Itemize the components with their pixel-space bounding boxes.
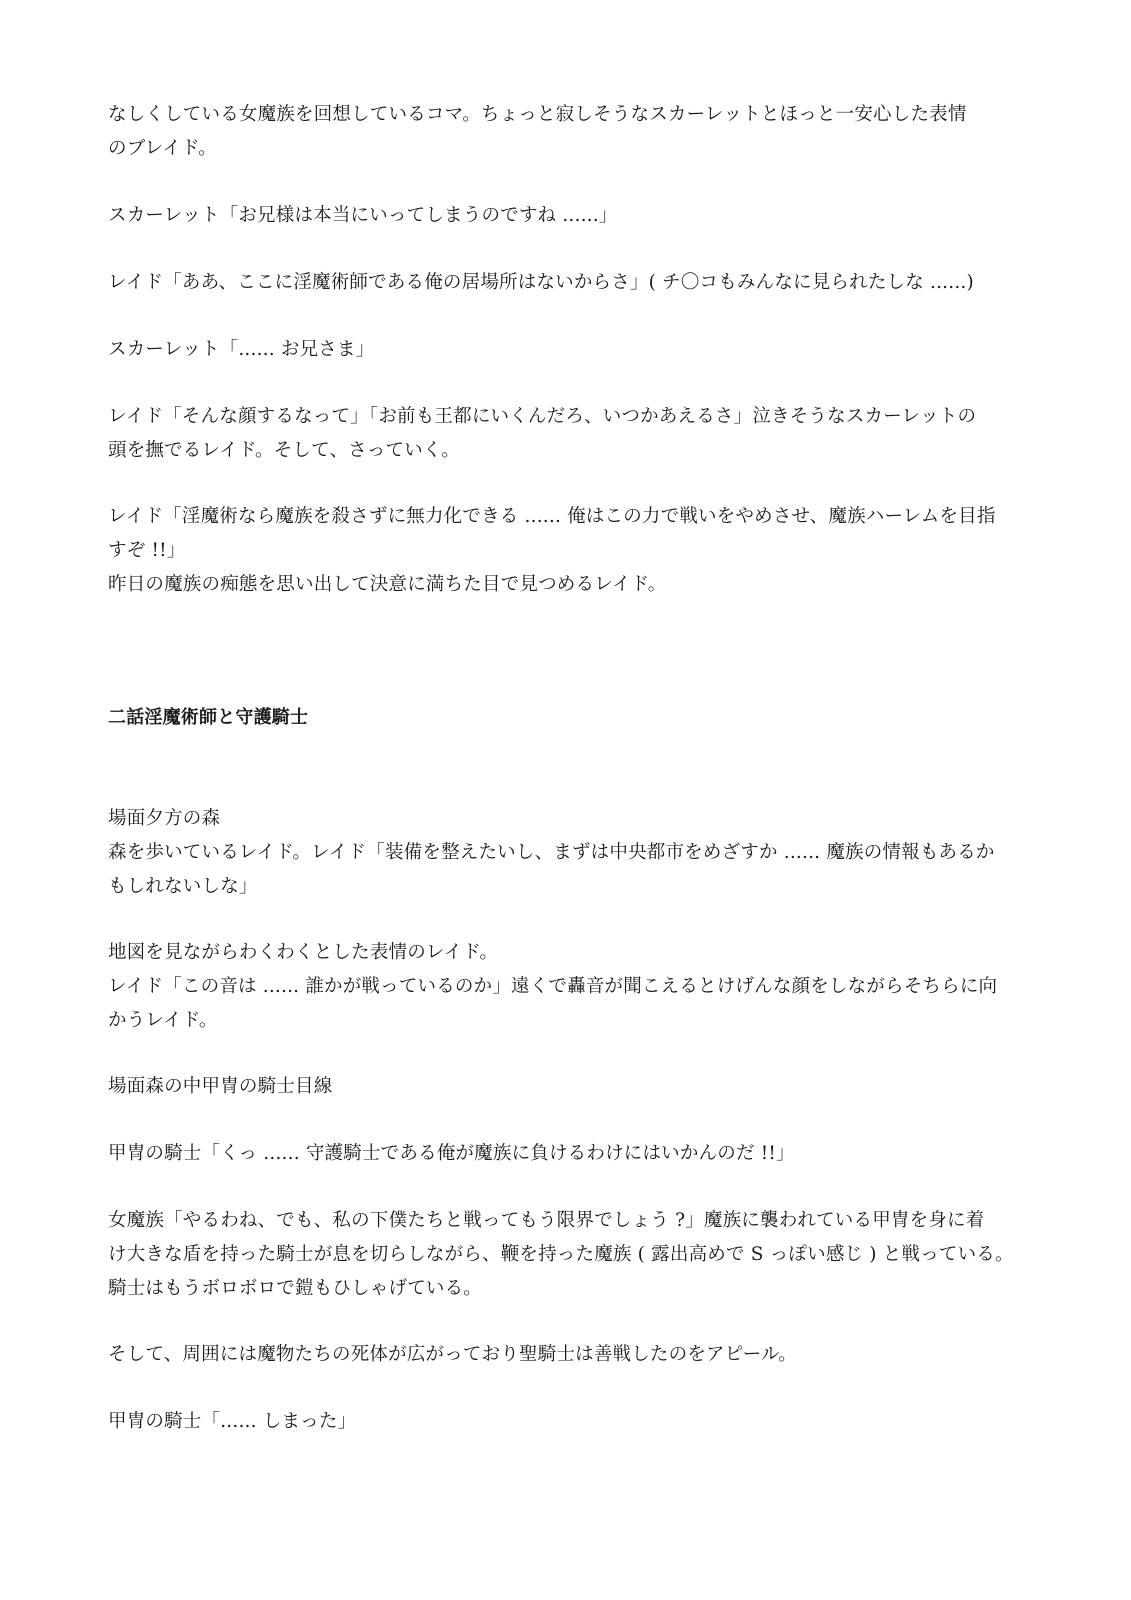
text-line: 甲冑の騎士「...... しまった」 xyxy=(108,1411,357,1432)
paragraph xyxy=(108,802,1028,904)
paragraph xyxy=(108,1338,1028,1372)
text-line: そして、周囲には魔物たちの死体が広がっており聖騎士は善戦したのをアピール。 xyxy=(108,1344,797,1365)
paragraph xyxy=(108,1070,1028,1104)
chapter-heading xyxy=(108,701,1028,735)
text-line: 騎士はもうボロボロで鎧もひしゃげている。 xyxy=(108,1278,483,1299)
text-line: すぞ !!」 xyxy=(108,540,186,561)
text-line: レイド「ああ、ここに淫魔術師である俺の居場所はないからさ」( チ〇コもみんなに見られたしな ......) xyxy=(108,272,974,293)
paragraph xyxy=(108,400,1028,468)
text-line: スカーレット「...... お兄さま」 xyxy=(108,339,375,360)
text-line: なしくしている女魔族を回想しているコマ。ちょっと寂しそうなスカーレットとほっと一安心した表情 xyxy=(108,104,967,125)
paragraph xyxy=(108,936,1028,1038)
paragraph xyxy=(108,98,1028,166)
text-line: 甲冑の騎士「くっ ...... 守護騎士である俺が魔族に負けるわけにはいかんのだ !!」 xyxy=(108,1143,795,1164)
text-line: のブレイド。 xyxy=(108,138,217,159)
text-line: レイド「淫魔術なら魔族を殺さずに無力化できる ...... 俺はこの力で戦いをやめさせ、魔族ハーレムを目指 xyxy=(108,506,996,527)
paragraph xyxy=(108,333,1028,367)
paragraph xyxy=(108,500,1028,602)
text-line: 場面夕方の森 xyxy=(108,808,221,829)
text-line: スカーレット「お兄様は本当にいってしまうのですね ......」 xyxy=(108,205,618,226)
text-line: 頭を撫でるレイド。そして、さっていく。 xyxy=(108,440,460,461)
heading-text: 二話淫魔術師と守護騎士 xyxy=(108,707,309,728)
paragraph xyxy=(108,1204,1028,1306)
paragraph xyxy=(108,1405,1028,1439)
text-line: 地図を見ながらわくわくとした表情のレイド。 xyxy=(108,942,499,963)
text-line: 昨日の魔族の痴態を思い出して決意に満ちた目で見つめるレイド。 xyxy=(108,574,667,595)
text-line: かうレイド。 xyxy=(108,1010,218,1031)
text-line: 森を歩いているレイド。レイド「装備を整えたいし、まずは中央都市をめざすか ...... 魔族の情報もあるか xyxy=(108,842,995,863)
text-line: 女魔族「やるわね、でも、私の下僕たちと戦ってもう限界でしょう ?」魔族に襲われている甲冑を身に着 xyxy=(108,1210,985,1231)
text-line: レイド「そんな顔するなって」「お前も王都にいくんだろ、いつかあえるさ」泣きそうなスカーレットの xyxy=(108,406,977,427)
paragraph xyxy=(108,1137,1028,1171)
text-line: 場面森の中甲冑の騎士目線 xyxy=(108,1076,333,1097)
paragraph xyxy=(108,266,1028,300)
text-line: もしれないしな」 xyxy=(108,876,258,897)
paragraph xyxy=(108,199,1028,233)
text-line: レイド「この音は ...... 誰かが戦っているのか」遠くで轟音が聞こえるとけげんな顔をしながらそちらに向 xyxy=(108,976,998,997)
text-line: け大きな盾を持った騎士が息を切らしながら、鞭を持った魔族 ( 露出高めで S っぽい感じ ) と戦っている。 xyxy=(108,1244,1014,1265)
